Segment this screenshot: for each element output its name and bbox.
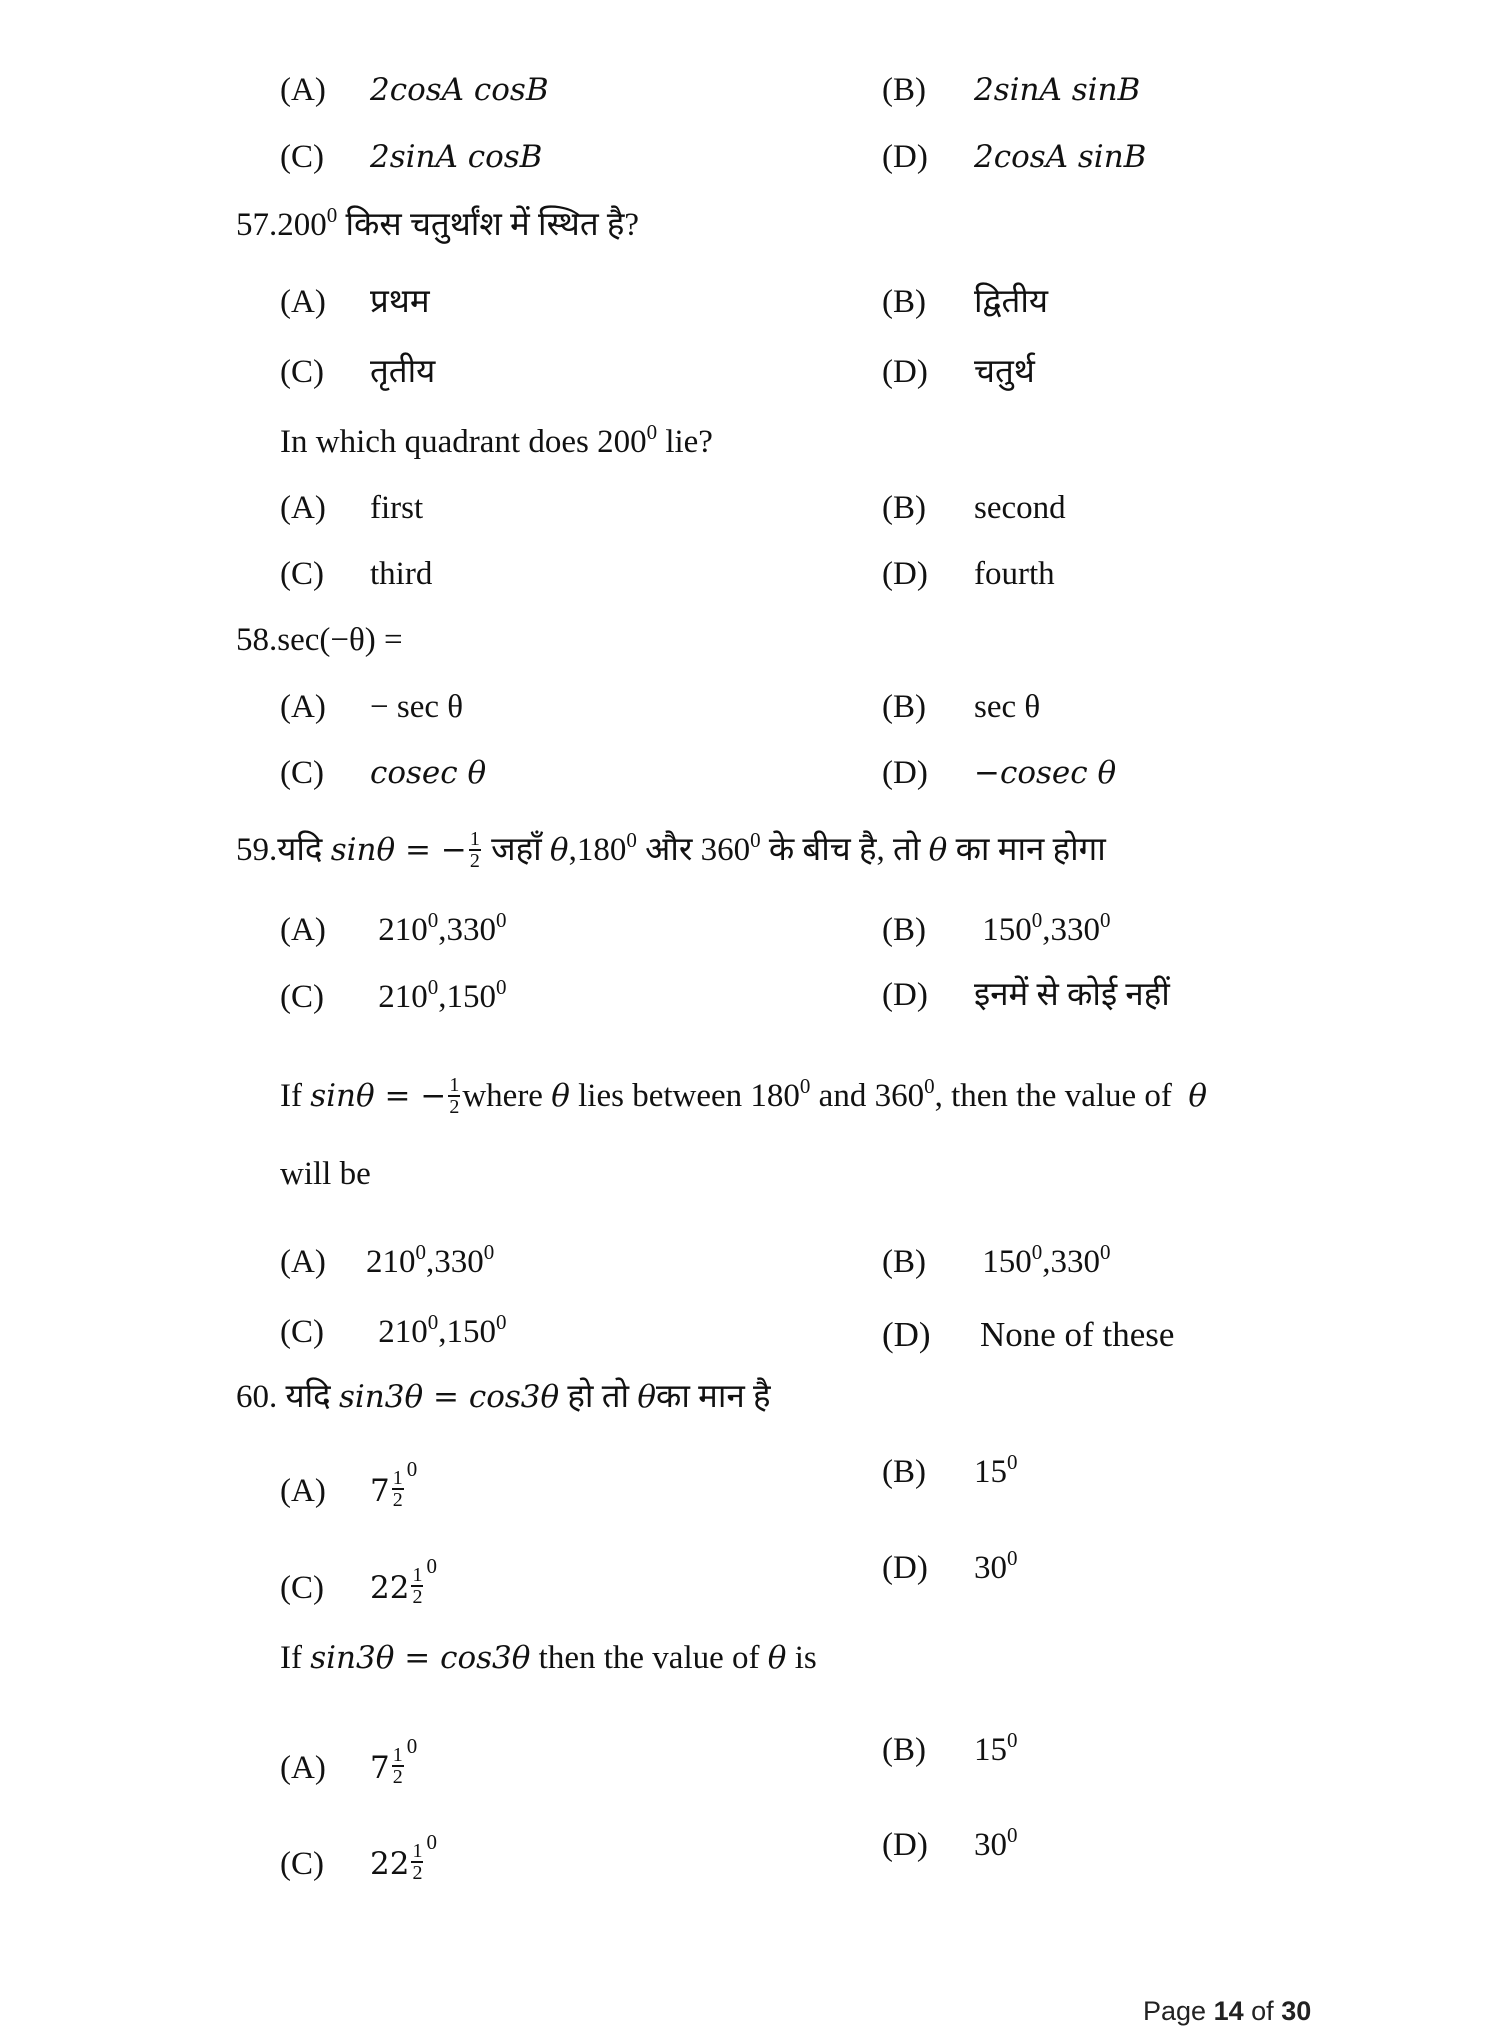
q60-hindi-option-a [280, 1457, 418, 1512]
page-label: Page [1143, 1996, 1207, 2026]
option-text: 2cosA sinB [974, 139, 1147, 175]
degree-sup: 0 [427, 975, 439, 999]
question-text: then the value of [538, 1640, 760, 1676]
question-text: और 360 [636, 832, 751, 868]
degree-sup: 0 [1100, 1240, 1111, 1264]
option-text: द्वितीय [974, 284, 1049, 320]
option-label: (B) [882, 912, 926, 948]
q59-hindi-option-d [882, 975, 1170, 1015]
option-text: ,150 [438, 979, 496, 1015]
fraction [469, 829, 481, 871]
q58-option-c [280, 753, 486, 793]
option-text: 150 [982, 912, 1032, 948]
degree-sup: 0 [799, 1074, 811, 1098]
question-text: If [280, 1078, 302, 1114]
q56-option-d [882, 137, 1146, 177]
degree-sup: 0 [426, 1554, 437, 1578]
option-label: (C) [280, 556, 324, 592]
fraction-denominator: 2 [412, 1862, 423, 1884]
option-text: fourth [974, 556, 1055, 592]
q57-hindi-option-a [280, 282, 430, 322]
angle-value: 200 [277, 207, 327, 243]
current-page: 14 [1213, 1996, 1244, 2026]
q60-english-option-a [280, 1734, 418, 1789]
q57-question-english [280, 422, 713, 462]
option-text: प्रथम [370, 284, 430, 320]
option-text: 210 [366, 1244, 416, 1280]
option-label: (B) [882, 490, 926, 526]
option-label: (C) [280, 1314, 324, 1350]
option-label: (D) [882, 139, 928, 175]
math-expression: sinθ = − [330, 832, 467, 868]
q59-english-option-c [280, 1312, 507, 1352]
option-label: (D) [882, 977, 928, 1013]
theta-symbol: θ [637, 1379, 657, 1415]
option-label: (D) [882, 556, 928, 592]
q59-english-option-b [882, 1242, 1111, 1282]
degree-sup: 0 [1007, 1546, 1018, 1570]
degree-sup: 0 [326, 203, 338, 227]
question-text: यदि [285, 1379, 331, 1415]
q57-english-option-d [882, 554, 1055, 594]
option-label: (A) [280, 689, 326, 725]
mixed-fraction [370, 1830, 437, 1885]
q59-hindi-option-a [280, 910, 507, 950]
question-text: का मान होगा [947, 832, 1106, 868]
option-label: (C) [280, 979, 324, 1015]
option-label: (C) [280, 354, 324, 390]
option-text: 30 [974, 1550, 1007, 1586]
fraction-denominator: 2 [469, 850, 480, 873]
q57-hindi-option-d [882, 352, 1035, 392]
question-number: 59. [236, 832, 278, 868]
total-pages: 30 [1281, 1996, 1312, 2026]
option-label: (D) [882, 755, 928, 791]
degree-sup: 0 [406, 1457, 418, 1481]
question-text: किस चतुर्थांश में स्थित है? [345, 207, 640, 243]
fraction-numerator: 1 [392, 1744, 403, 1766]
option-label: (A) [280, 284, 326, 320]
q60-english-option-c [280, 1830, 437, 1885]
option-text: 210 [378, 979, 428, 1015]
fraction [392, 1468, 404, 1510]
fraction-numerator: 1 [412, 1564, 423, 1586]
option-text: चतुर्थ [974, 354, 1035, 390]
option-text: ,330 [426, 1244, 484, 1280]
option-label: (A) [280, 72, 326, 108]
fraction-denominator: 2 [412, 1586, 423, 1608]
page-of-label: of [1251, 1996, 1274, 2026]
fraction [392, 1745, 404, 1787]
theta-symbol: θ [551, 1078, 570, 1114]
question-text: and 360 [810, 1078, 925, 1114]
q59-hindi-option-c [280, 977, 507, 1017]
option-label: (A) [280, 490, 326, 526]
mixed-fraction [370, 1554, 437, 1609]
degree-sup: 0 [496, 975, 507, 999]
q57-english-option-c [280, 554, 432, 594]
page-number-footer [1143, 1996, 1311, 2027]
fraction-denominator: 2 [392, 1766, 403, 1788]
question-text: where [462, 1078, 543, 1114]
option-label: (C) [280, 1846, 324, 1882]
q58-option-b [882, 687, 1040, 727]
degree-sup: 0 [626, 828, 637, 852]
option-text: 2sinA cosB [370, 139, 543, 175]
degree-sup: 0 [646, 420, 658, 444]
option-label: (C) [280, 755, 324, 791]
math-expression: sin3θ = cos3θ [310, 1640, 531, 1676]
option-label: (B) [882, 72, 926, 108]
whole-number: 22 [370, 1570, 410, 1606]
q56-option-c [280, 137, 542, 177]
whole-number: 7 [370, 1473, 390, 1509]
option-label: (A) [280, 1473, 326, 1509]
theta-symbol: θ [549, 832, 569, 868]
q59-english-option-d [882, 1315, 1174, 1355]
option-label: (A) [280, 912, 326, 948]
degree-sup: 0 [427, 908, 439, 932]
question-number: 60. [236, 1379, 278, 1415]
option-label: (B) [882, 1732, 926, 1768]
option-label: (B) [882, 1454, 926, 1490]
q59-question-english [280, 1076, 1207, 1119]
option-text: − sec θ [370, 689, 464, 725]
option-text: ,330 [438, 912, 496, 948]
q59-question-english-cont [280, 1154, 371, 1194]
q56-option-b [882, 70, 1140, 110]
degree-sup: 0 [427, 1310, 439, 1334]
degree-sup: 0 [1007, 1450, 1018, 1474]
option-text: −cosec θ [974, 755, 1117, 791]
option-text: ,150 [438, 1314, 496, 1350]
q57-hindi-option-b [882, 282, 1048, 322]
theta-symbol: θ [928, 832, 948, 868]
degree-sup: 0 [1007, 1823, 1018, 1847]
option-text: ,330 [1042, 912, 1100, 948]
q57-question-hindi [236, 205, 639, 245]
question-text: will be [280, 1156, 371, 1192]
mixed-fraction [370, 1457, 418, 1512]
q60-english-option-d [882, 1825, 1018, 1865]
option-text: ,330 [1042, 1244, 1100, 1280]
q60-hindi-option-c [280, 1554, 437, 1609]
question-text-end: lie? [657, 424, 713, 460]
q57-english-option-a [280, 488, 423, 528]
fraction-numerator: 1 [392, 1467, 403, 1489]
question-text: lies between 180 [578, 1078, 800, 1114]
option-text: 15 [974, 1454, 1007, 1490]
degree-sup: 0 [1031, 1240, 1043, 1264]
whole-number: 22 [370, 1846, 410, 1882]
q57-english-option-b [882, 488, 1066, 528]
question-text: यदि [277, 832, 323, 868]
option-label: (B) [882, 1244, 926, 1280]
option-text: cosec θ [370, 755, 487, 791]
option-text: 2sinA sinB [974, 72, 1141, 108]
q60-hindi-option-d [882, 1548, 1018, 1588]
theta-symbol: θ [767, 1640, 787, 1676]
degree-sup: 0 [924, 1074, 935, 1098]
question-text: का मान है [656, 1379, 771, 1415]
q60-question-hindi [236, 1377, 771, 1417]
option-text: sec θ [974, 689, 1041, 725]
degree-sup: 0 [496, 1310, 507, 1334]
option-text: third [370, 556, 433, 592]
degree-sup: 0 [426, 1830, 437, 1854]
option-text: 150 [982, 1244, 1032, 1280]
option-text: 30 [974, 1827, 1007, 1863]
fraction [448, 1075, 460, 1117]
option-label: (A) [280, 1244, 326, 1280]
q59-question-hindi [236, 830, 1106, 873]
q58-question [236, 620, 403, 660]
option-text: 2cosA cosB [370, 72, 549, 108]
q58-option-d [882, 753, 1116, 793]
question-text: हो तो [567, 1379, 630, 1415]
fraction-numerator: 1 [469, 828, 480, 851]
question-text: ,180 [568, 832, 627, 868]
option-label: (D) [882, 1550, 928, 1586]
option-label: (A) [280, 1750, 326, 1786]
q60-hindi-option-b [882, 1452, 1018, 1492]
question-text: के बीच है, तो [760, 832, 921, 868]
degree-sup: 0 [1007, 1728, 1018, 1752]
question-text: If [280, 1640, 302, 1676]
degree-sup: 0 [483, 1240, 495, 1264]
q59-english-option-a [280, 1242, 494, 1282]
mixed-fraction [370, 1734, 418, 1789]
fraction-denominator: 2 [449, 1096, 460, 1119]
theta-symbol: θ [1188, 1078, 1208, 1114]
question-text: sec(−θ) = [277, 622, 403, 658]
math-expression: sin3θ = cos3θ [338, 1379, 560, 1415]
option-text: इनमें से कोई नहीं [974, 977, 1170, 1013]
option-label: (D) [882, 1827, 928, 1863]
option-text: 15 [974, 1732, 1007, 1768]
question-number: 57. [236, 207, 278, 243]
q57-hindi-option-c [280, 352, 435, 392]
question-number: 58. [236, 622, 278, 658]
option-text: second [974, 490, 1066, 526]
option-text: 210 [378, 1314, 428, 1350]
fraction [411, 1565, 423, 1607]
option-label: (C) [280, 1570, 324, 1606]
degree-sup: 0 [415, 1240, 426, 1264]
degree-sup: 0 [496, 908, 507, 932]
fraction-numerator: 1 [412, 1840, 423, 1862]
whole-number: 7 [370, 1750, 390, 1786]
option-text: None of these [980, 1315, 1175, 1354]
math-expression: sinθ = − [310, 1078, 447, 1114]
q56-option-a [280, 70, 549, 110]
q59-hindi-option-b [882, 910, 1111, 950]
degree-sup: 0 [1100, 908, 1111, 932]
degree-sup: 0 [750, 828, 761, 852]
question-text: , then the value of [934, 1078, 1172, 1114]
q60-question-english [280, 1638, 817, 1678]
q58-option-a [280, 687, 463, 727]
question-text: In which quadrant does 200 [280, 424, 647, 460]
option-text: तृतीय [370, 354, 436, 390]
question-text: is [794, 1640, 817, 1676]
option-label: (B) [882, 689, 926, 725]
option-label: (C) [280, 139, 324, 175]
option-text: 210 [378, 912, 428, 948]
option-label: (B) [882, 284, 926, 320]
fraction-numerator: 1 [449, 1074, 460, 1097]
fraction-denominator: 2 [392, 1489, 403, 1511]
option-text: first [370, 490, 424, 526]
question-text: जहाँ [491, 832, 542, 868]
q60-english-option-b [882, 1730, 1018, 1770]
option-label: (D) [882, 354, 928, 390]
option-label: (D) [882, 1315, 931, 1354]
degree-sup: 0 [406, 1734, 418, 1758]
fraction [411, 1841, 423, 1883]
degree-sup: 0 [1031, 908, 1043, 932]
